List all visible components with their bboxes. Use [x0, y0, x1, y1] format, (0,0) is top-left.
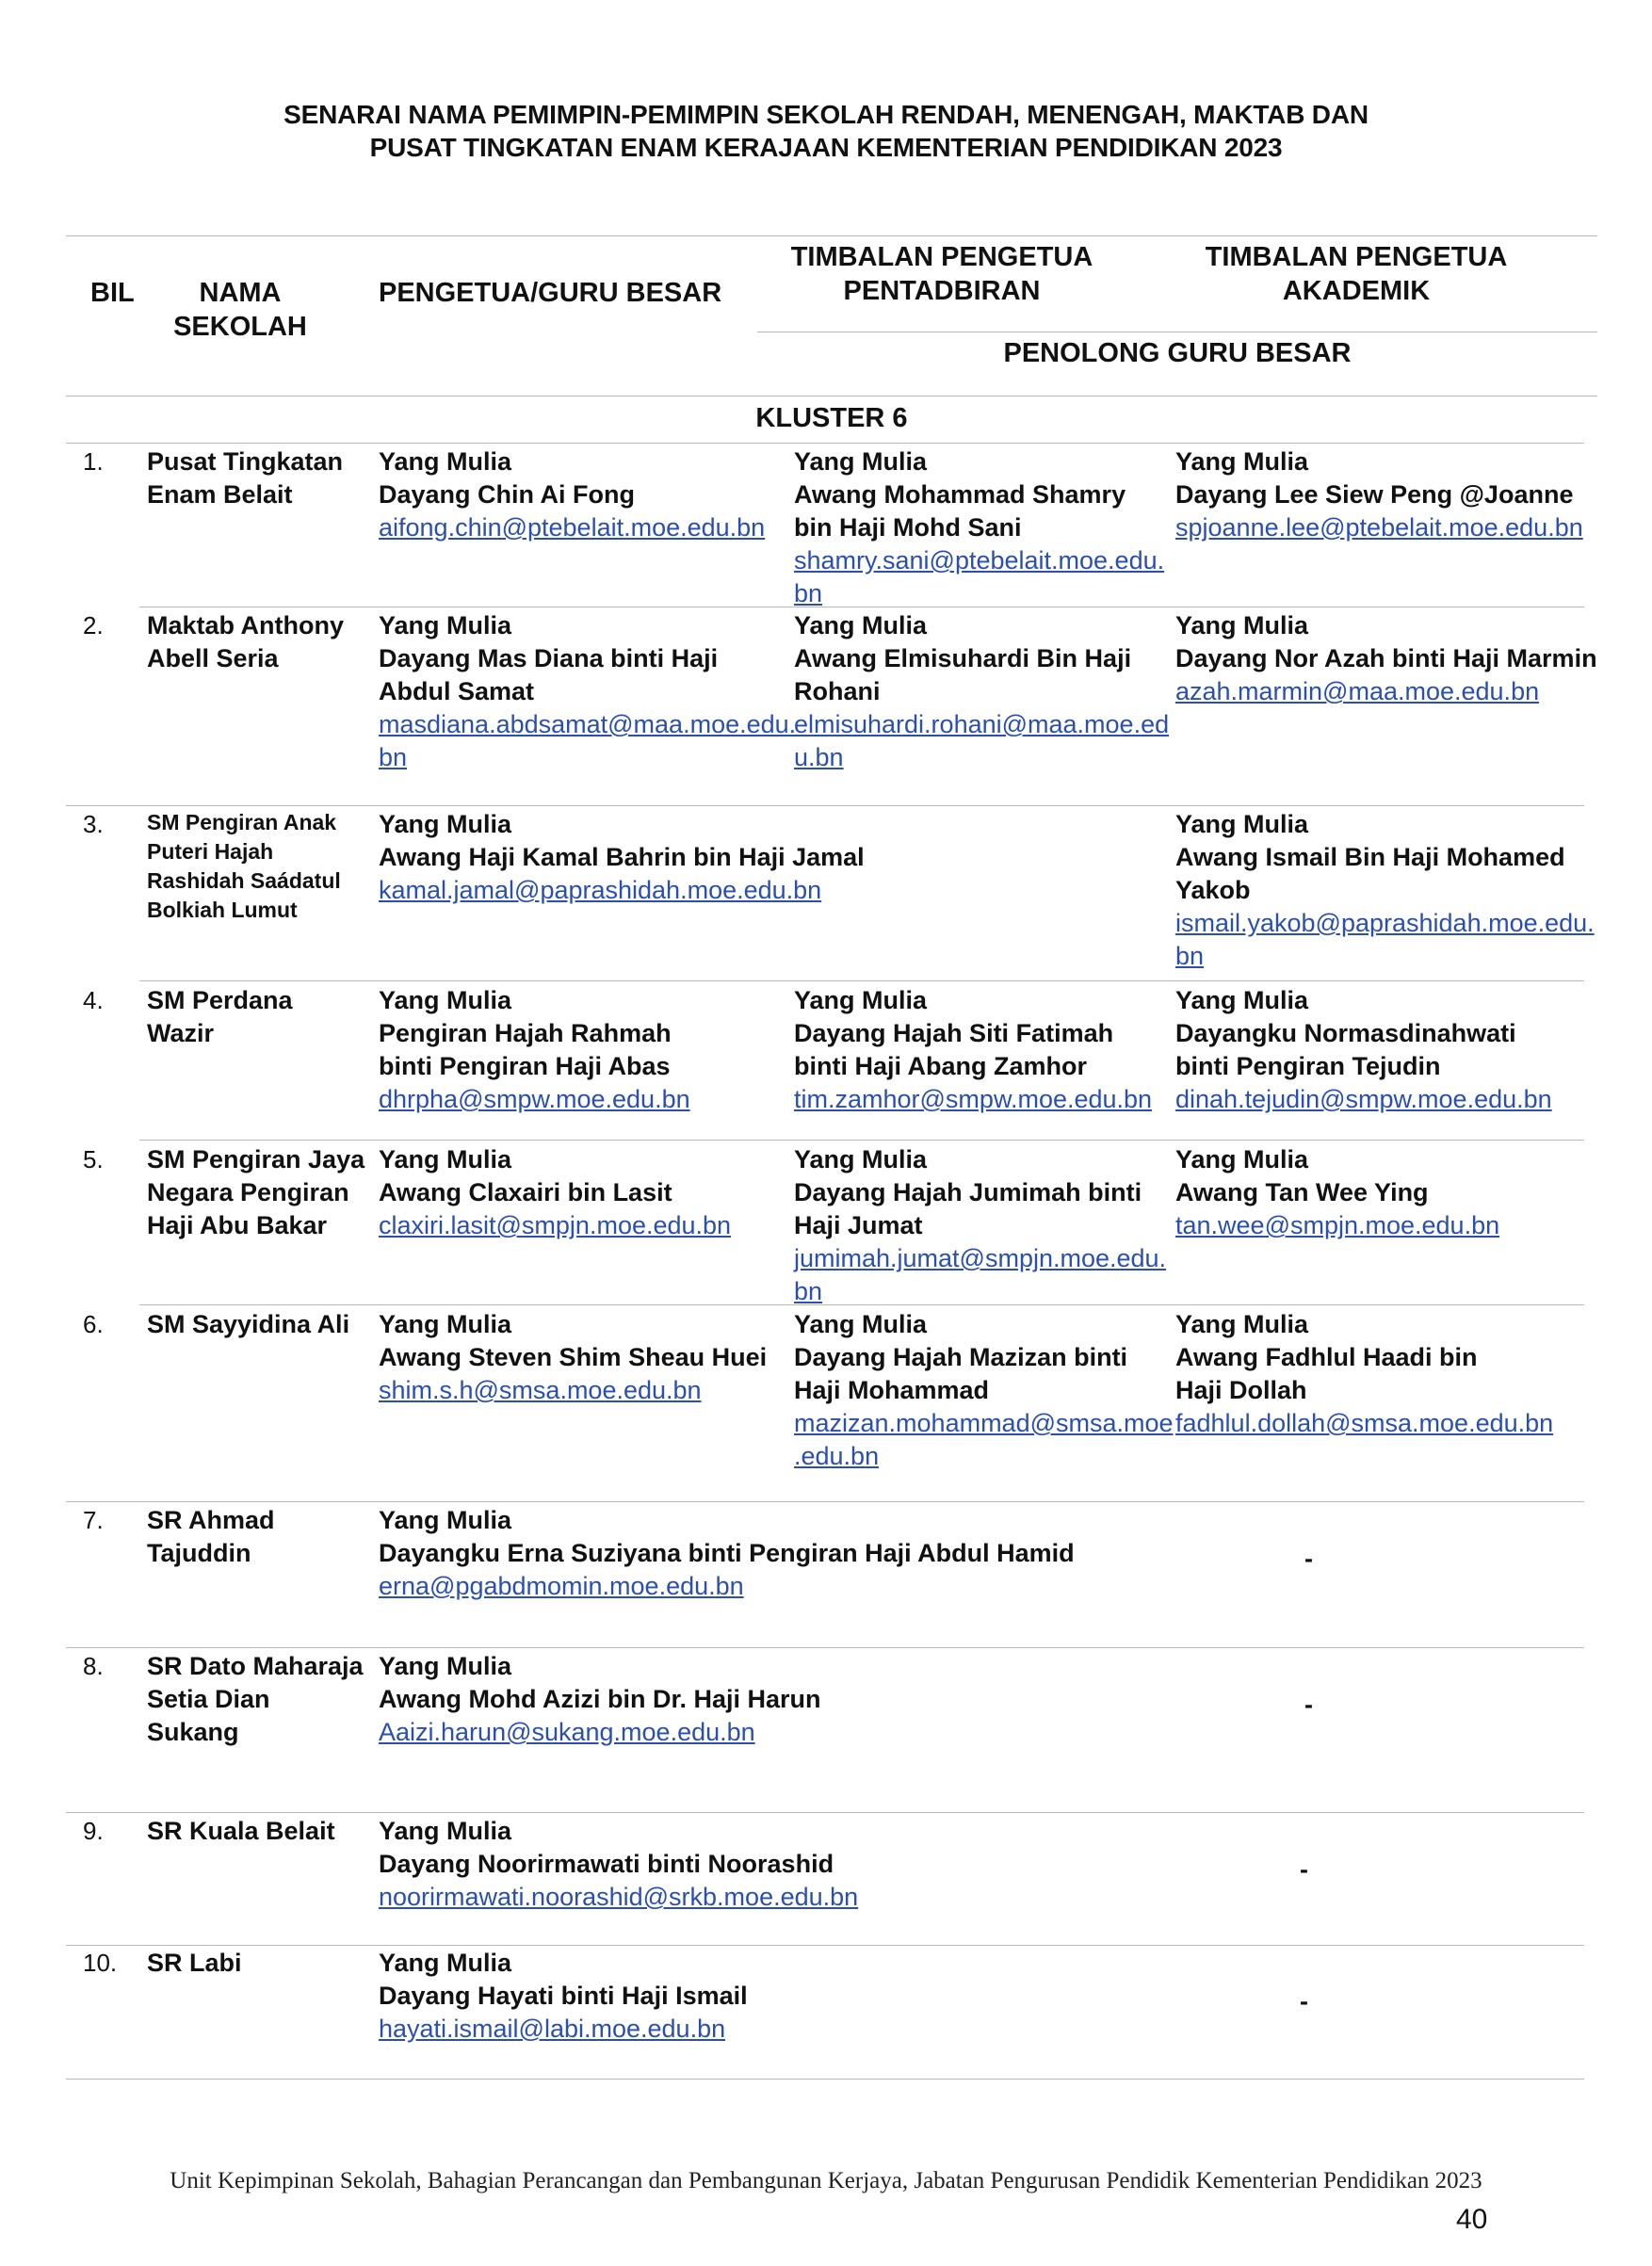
assistant-head-empty: -	[1304, 1545, 1313, 1573]
person-name: Dayang Lee Siew Peng @Joanne	[1175, 480, 1574, 509]
row-number: 10.	[83, 1949, 118, 1977]
header-bottom-rule	[66, 396, 1597, 397]
deputy-academic-cell	[1175, 609, 1597, 708]
email-link[interactable]: fadhlul.dollah@smsa.moe.edu.bn	[1175, 1409, 1554, 1437]
deputy-admin-cell	[794, 984, 1152, 1116]
person-name: Awang Mohd Azizi bin Dr. Haji Harun	[379, 1685, 821, 1713]
school-name-line: SM Pengiran Anak	[147, 810, 337, 834]
deputy-academic-cell	[1175, 1143, 1499, 1242]
principal-cell	[379, 1815, 858, 1914]
person-name: Dayang Hajah Jumimah binti	[794, 1178, 1142, 1206]
person-name: bin Haji Mohd Sani	[794, 513, 1022, 542]
school-name-line: Rashidah Saádatul	[147, 868, 341, 893]
school-name-line: Puteri Hajah	[147, 839, 274, 864]
email-link[interactable]: bn	[794, 1277, 823, 1305]
header-bil: BIL	[90, 278, 135, 308]
person-name: Dayang Hajah Mazizan binti	[794, 1343, 1128, 1371]
row-number: 3.	[83, 810, 104, 838]
honorific: Yang Mulia	[1175, 1145, 1309, 1173]
school-name-line: Setia Dian	[147, 1685, 270, 1713]
school-name-line: Tajuddin	[147, 1539, 251, 1567]
school-name-line: Pusat Tingkatan	[147, 447, 344, 476]
row-rule	[139, 980, 1584, 981]
honorific: Yang Mulia	[379, 1310, 512, 1338]
page-number: 40	[1456, 2204, 1488, 2235]
email-link[interactable]: ismail.yakob@paprashidah.moe.edu.	[1175, 909, 1595, 937]
person-name: Awang Tan Wee Ying	[1175, 1178, 1429, 1206]
deputy-academic-cell	[1175, 1308, 1553, 1440]
header-tp-akademik: TIMBALAN PENGETUA AKADEMIK	[1205, 242, 1508, 306]
row-rule	[66, 1501, 1584, 1502]
person-name: Rohani	[794, 677, 881, 705]
header-tp-pentadbiran: TIMBALAN PENGETUA PENTADBIRAN	[790, 242, 1093, 306]
principal-cell	[379, 1947, 748, 2046]
email-link[interactable]: elmisuhardi.rohani@maa.moe.ed	[794, 710, 1170, 738]
row-number: 9.	[83, 1817, 104, 1845]
email-link[interactable]: kamal.jamal@paprashidah.moe.edu.bn	[379, 876, 822, 904]
email-link[interactable]: tim.zamhor@smpw.moe.edu.bn	[794, 1085, 1153, 1113]
principal-cell	[379, 1650, 821, 1749]
honorific: Yang Mulia	[379, 611, 512, 639]
deputy-academic-cell	[1175, 808, 1595, 973]
honorific: Yang Mulia	[794, 1310, 928, 1338]
row-rule	[66, 1647, 1584, 1648]
school-name-line: SR Labi	[147, 1949, 242, 1977]
deputy-admin-cell	[794, 445, 1164, 610]
deputy-academic-cell	[1175, 445, 1583, 544]
person-name: Awang Haji Kamal Bahrin bin Haji Jamal	[379, 843, 865, 871]
row-number: 1.	[83, 447, 104, 476]
honorific: Yang Mulia	[379, 1817, 512, 1845]
school-name-line: SR Kuala Belait	[147, 1817, 335, 1845]
title-line-1: SENARAI NAMA PEMIMPIN-PEMIMPIN SEKOLAH RENDAH, MENENGAH, MAKTAB DAN	[283, 100, 1369, 129]
honorific: Yang Mulia	[794, 447, 928, 476]
email-link[interactable]: tan.wee@smpjn.moe.edu.bn	[1175, 1211, 1500, 1239]
email-link[interactable]: hayati.ismail@labi.moe.edu.bn	[379, 2015, 726, 2043]
email-link[interactable]: mazizan.mohammad@smsa.moe	[794, 1409, 1174, 1437]
email-link[interactable]: dinah.tejudin@smpw.moe.edu.bn	[1175, 1085, 1552, 1113]
deputy-academic-cell	[1175, 984, 1552, 1116]
principal-cell	[379, 1504, 1075, 1603]
honorific: Yang Mulia	[1175, 611, 1309, 639]
school-name	[147, 609, 344, 675]
email-link[interactable]: shamry.sani@ptebelait.moe.edu.	[794, 546, 1165, 575]
school-name	[147, 445, 343, 511]
honorific: Yang Mulia	[1175, 810, 1309, 838]
header-penolong-guru-besar: PENOLONG GURU BESAR	[1003, 338, 1352, 368]
honorific: Yang Mulia	[1175, 1310, 1309, 1338]
honorific: Yang Mulia	[379, 1506, 512, 1534]
person-name: binti Pengiran Tejudin	[1175, 1052, 1441, 1080]
email-link[interactable]: bn	[794, 579, 823, 607]
principal-cell	[379, 1308, 767, 1407]
honorific: Yang Mulia	[379, 986, 512, 1014]
principal-cell	[379, 609, 796, 774]
person-name: Awang Mohammad Shamry	[794, 480, 1126, 509]
school-name	[147, 1143, 364, 1242]
email-link[interactable]: bn	[1175, 942, 1205, 970]
person-name: Dayang Hajah Siti Fatimah	[794, 1019, 1114, 1047]
school-name-line: Sukang	[147, 1718, 239, 1746]
row-rule	[139, 1140, 1584, 1141]
person-name: binti Pengiran Haji Abas	[379, 1052, 671, 1080]
person-name: Abdul Samat	[379, 677, 535, 705]
school-name-line: SM Sayyidina Ali	[147, 1310, 350, 1338]
honorific: Yang Mulia	[379, 1949, 512, 1977]
school-name-line: Enam Belait	[147, 480, 293, 509]
assistant-head-empty: -	[1300, 1987, 1308, 2015]
email-link[interactable]: masdiana.abdsamat@maa.moe.edu.	[379, 710, 797, 738]
person-name: Awang Claxairi bin Lasit	[379, 1178, 672, 1206]
person-name: Awang Fadhlul Haadi bin	[1175, 1343, 1478, 1371]
assistant-head-empty: -	[1304, 1691, 1313, 1719]
school-name	[147, 1947, 242, 1980]
school-name-line: Haji Abu Bakar	[147, 1211, 328, 1239]
title-line-2: PUSAT TINGKATAN ENAM KERAJAAN KEMENTERIAN PENDIDIKAN 2023	[369, 133, 1283, 162]
email-link[interactable]: u.bn	[794, 743, 844, 771]
principal-cell	[379, 445, 765, 544]
school-name	[147, 1308, 349, 1341]
person-name: Dayang Mas Diana binti Haji	[379, 644, 719, 672]
cluster-label: KLUSTER 6	[755, 403, 908, 433]
header-pengetua: PENGETUA/GURU BESAR	[379, 278, 722, 308]
honorific: Yang Mulia	[1175, 447, 1309, 476]
person-name: Dayangku Erna Suziyana binti Pengiran Haji Abdul Hamid	[379, 1539, 1075, 1567]
person-name: binti Haji Abang Zamhor	[794, 1052, 1088, 1080]
person-name: Dayang Hayati binti Haji Ismail	[379, 1982, 748, 2010]
person-name: Yakob	[1175, 876, 1251, 904]
school-name-line: SM Pengiran Jaya	[147, 1145, 365, 1173]
school-name	[147, 1650, 364, 1749]
row-rule	[66, 805, 1584, 806]
school-name-line: Wazir	[147, 1019, 215, 1047]
honorific: Yang Mulia	[794, 1145, 928, 1173]
email-link[interactable]: Aaizi.harun@sukang.moe.edu.bn	[379, 1718, 755, 1746]
honorific: Yang Mulia	[379, 810, 512, 838]
school-name	[147, 808, 341, 925]
school-name	[147, 984, 293, 1050]
school-name-line: Abell Seria	[147, 644, 279, 672]
school-name-line: Bolkiah Lumut	[147, 898, 298, 922]
person-name: Haji Mohammad	[794, 1376, 990, 1404]
honorific: Yang Mulia	[379, 1652, 512, 1680]
email-link[interactable]: aifong.chin@ptebelait.moe.edu.bn	[379, 513, 766, 542]
document-title	[0, 98, 1652, 164]
honorific: Yang Mulia	[794, 611, 928, 639]
row-rule	[66, 2079, 1584, 2080]
email-link[interactable]: dhrpha@smpw.moe.edu.bn	[379, 1085, 690, 1113]
row-number: 2.	[83, 611, 104, 639]
row-number: 5.	[83, 1145, 104, 1173]
person-name: Dayang Chin Ai Fong	[379, 480, 635, 509]
row-number: 8.	[83, 1652, 104, 1680]
honorific: Yang Mulia	[1175, 986, 1309, 1014]
honorific: Yang Mulia	[379, 1145, 512, 1173]
person-name: Dayang Nor Azah binti Haji Marmin	[1175, 644, 1597, 672]
email-link[interactable]: erna@pgabdmomin.moe.edu.bn	[379, 1572, 744, 1600]
email-link[interactable]: noorirmawati.noorashid@srkb.moe.edu.bn	[379, 1883, 859, 1911]
email-link[interactable]: azah.marmin@maa.moe.edu.bn	[1175, 677, 1540, 705]
principal-cell	[379, 808, 865, 907]
school-name-line: SR Ahmad	[147, 1506, 275, 1534]
row-rule	[66, 1945, 1584, 1946]
school-name-line: SM Perdana	[147, 986, 293, 1014]
person-name: Awang Elmisuhardi Bin Haji	[794, 644, 1132, 672]
row-number: 4.	[83, 986, 104, 1014]
row-rule	[66, 1812, 1584, 1813]
honorific: Yang Mulia	[379, 447, 512, 476]
assistant-head-empty: -	[1300, 1855, 1308, 1884]
school-name	[147, 1504, 275, 1570]
header-nama-sekolah: NAMA SEKOLAH	[173, 278, 307, 342]
row-number: 7.	[83, 1506, 104, 1534]
person-name: Awang Steven Shim Sheau Huei	[379, 1343, 768, 1371]
email-link[interactable]: claxiri.lasit@smpjn.moe.edu.bn	[379, 1211, 732, 1239]
principal-cell	[379, 984, 690, 1116]
person-name: Haji Dollah	[1175, 1376, 1307, 1404]
school-name-line: Maktab Anthony	[147, 611, 344, 639]
person-name: Dayangku Normasdinahwati	[1175, 1019, 1516, 1047]
email-link[interactable]: shim.s.h@smsa.moe.edu.bn	[379, 1376, 702, 1404]
deputy-admin-cell	[794, 1143, 1166, 1308]
school-name	[147, 1815, 335, 1848]
person-name: Haji Jumat	[794, 1211, 923, 1239]
person-name: Pengiran Hajah Rahmah	[379, 1019, 672, 1047]
row-number: 6.	[83, 1310, 104, 1338]
table-top-rule	[66, 235, 1597, 236]
honorific: Yang Mulia	[794, 986, 928, 1014]
principal-cell	[379, 1143, 731, 1242]
deputy-admin-cell	[794, 609, 1169, 774]
email-link[interactable]: spjoanne.lee@ptebelait.moe.edu.bn	[1175, 513, 1583, 542]
deputy-admin-cell	[794, 1308, 1174, 1473]
school-name-line: SR Dato Maharaja	[147, 1652, 364, 1680]
person-name: Awang Ismail Bin Haji Mohamed	[1175, 843, 1565, 871]
person-name: Dayang Noorirmawati binti Noorashid	[379, 1850, 834, 1878]
row-rule	[66, 443, 1584, 444]
school-name-line: Negara Pengiran	[147, 1178, 349, 1206]
email-link[interactable]: .edu.bn	[794, 1442, 880, 1470]
email-link[interactable]: jumimah.jumat@smpjn.moe.edu.	[794, 1244, 1167, 1272]
page-footer: Unit Kepimpinan Sekolah, Bahagian Perancangan dan Pembangunan Kerjaya, Jabatan Pengurusan Pendidik Kementerian Pendidikan 2023	[170, 2168, 1482, 2193]
email-link[interactable]: bn	[379, 743, 408, 771]
